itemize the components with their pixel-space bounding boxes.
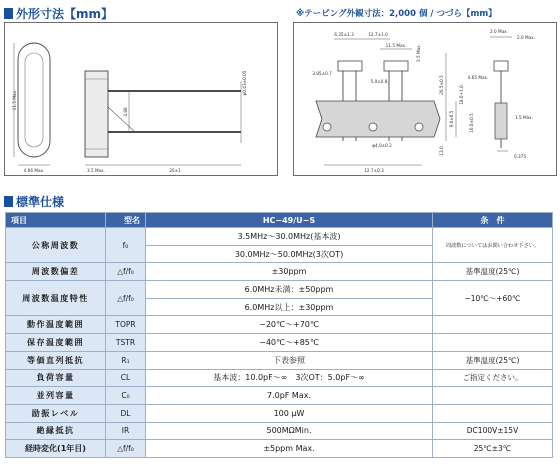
tape-dim-d4: 3.5 Max.: [416, 44, 421, 62]
tape-dim-d13: 16.0±0.5: [469, 113, 474, 133]
row-name: 等価直列抵抗: [6, 351, 106, 369]
row-symbol: IR: [106, 422, 146, 440]
row-name: 励振レベル: [6, 404, 106, 422]
row-symbol: △f/f₀: [106, 281, 146, 316]
row-value: 30.0MHz〜50.0MHz(3次OT): [146, 245, 433, 263]
row-name: 並列容量: [6, 387, 106, 405]
header-cond: 条 件: [433, 213, 553, 228]
row-condition: [433, 404, 553, 422]
row-symbol: CL: [106, 369, 146, 387]
spec-title-text: 標準仕様: [16, 195, 65, 209]
row-name: 周波数温度特性: [6, 281, 106, 316]
row-value: 基本波：10.0pF〜∞ 3次OT：5.0pF〜∞: [146, 369, 433, 387]
tape-dim-d1: 6.35±1.3: [334, 32, 354, 37]
row-value: ±5ppm Max.: [146, 440, 433, 458]
section-marker-icon: [4, 196, 13, 207]
row-value: ±30ppm: [146, 263, 433, 281]
table-row: [6, 263, 553, 281]
table-row: [6, 422, 553, 440]
outline-title-text: 外形寸法【mm】: [16, 7, 114, 21]
row-condition: [433, 316, 553, 334]
row-condition: [433, 334, 553, 352]
table-row: [6, 369, 553, 387]
dim-lead-length-label: 20±1: [169, 168, 181, 173]
row-symbol: R₁: [106, 351, 146, 369]
spec-table: [5, 212, 553, 458]
row-condition: 周波数についてはお問い合わせ下さい。: [433, 228, 553, 263]
row-value: 7.0pF Max.: [146, 387, 433, 405]
table-row: [6, 440, 553, 458]
tape-dim-d10: 20.5±0.5: [439, 75, 444, 95]
dim-depth-label: 3.5 Max.: [87, 168, 105, 173]
row-name: 保存温度範囲: [6, 334, 106, 352]
row-symbol: TOPR: [106, 316, 146, 334]
row-name: 周波数偏差: [6, 263, 106, 281]
tape-dim-d18: 12.7±0.3: [364, 168, 384, 173]
row-symbol: △f/f₀: [106, 263, 146, 281]
row-value: 下表参照: [146, 351, 433, 369]
row-name: 経時変化(1年目): [6, 440, 106, 458]
row-condition: 25℃±3℃: [433, 440, 553, 458]
tape-dim-d6: 2.0 Max.: [517, 35, 535, 40]
row-value: −40℃〜+85℃: [146, 334, 433, 352]
taping-drawing: [293, 22, 557, 176]
row-value: 500MΩMin.: [146, 422, 433, 440]
row-value: 6.0MHz未満：±50ppm: [146, 281, 433, 299]
tape-dim-d12: 18.0+1.0: [459, 85, 464, 105]
tape-dim-d7: 3.85±0.7: [312, 71, 332, 76]
table-header-row: [6, 213, 553, 228]
spec-section-title: [4, 193, 64, 210]
row-condition: −10℃〜+60℃: [433, 281, 553, 316]
row-symbol: f₀: [106, 228, 146, 263]
table-row: [6, 228, 553, 246]
row-condition: [433, 387, 553, 405]
row-condition: ご指定ください。: [433, 369, 553, 387]
tape-dim-d5: 2.0 Max.: [490, 29, 508, 34]
row-condition: 基準温度(25℃): [433, 263, 553, 281]
header-model-label: 型名: [106, 213, 146, 228]
taping-section-title: ※テーピング外観寸法：2,000 個 / つづら【mm】: [296, 9, 497, 19]
table-row: [6, 387, 553, 405]
outline-drawing: [4, 22, 278, 176]
row-value: −20℃〜+70℃: [146, 316, 433, 334]
table-row: [6, 334, 553, 352]
dim-height-label: 11.5 Max.: [12, 89, 17, 111]
table-row: [6, 316, 553, 334]
row-symbol: TSTR: [106, 334, 146, 352]
row-symbol: △f/f₀: [106, 440, 146, 458]
tape-dim-d16: φ4.0±0.2: [372, 143, 392, 148]
outline-section-title: [4, 5, 113, 22]
row-name: 動作温度範囲: [6, 316, 106, 334]
header-item: 項目: [6, 213, 106, 228]
header-model: HC−49/U−S: [146, 213, 433, 228]
tape-dim-d9: 4.65 Max.: [467, 75, 489, 80]
dim-width-label: 4.66 Max.: [23, 168, 45, 173]
tape-dim-d11: 9.0±0.5: [449, 110, 454, 128]
table-row: [6, 281, 553, 299]
section-marker-icon: [4, 8, 13, 19]
row-symbol: DL: [106, 404, 146, 422]
dim-lead-dia-label: φ0.43±0.05: [242, 70, 247, 96]
tape-dim-d15: 1.5 Max.: [515, 115, 533, 120]
row-name: 絶縁抵抗: [6, 422, 106, 440]
row-value: 6.0MHz以上：±30ppm: [146, 298, 433, 316]
table-row: [6, 351, 553, 369]
tape-dim-d8: 5.0±0.8: [370, 79, 388, 84]
tape-dim-d14: 13.0: [439, 146, 444, 156]
row-condition: DC100V±15V: [433, 422, 553, 440]
row-name: 公称周波数: [6, 228, 106, 263]
row-value: 3.5MHz〜30.0MHz(基本波): [146, 228, 433, 246]
tape-dim-d2: 12.7±1.0: [368, 32, 388, 37]
tape-dim-d3: 11.5 Max.: [385, 43, 407, 48]
tape-dim-d17: 0.375: [514, 154, 526, 159]
row-symbol: C₀: [106, 387, 146, 405]
row-condition: 基準温度(25℃): [433, 351, 553, 369]
table-row: [6, 404, 553, 422]
dim-pitch-label: 4.88: [123, 107, 128, 117]
row-value: 100 μW: [146, 404, 433, 422]
row-name: 負荷容量: [6, 369, 106, 387]
